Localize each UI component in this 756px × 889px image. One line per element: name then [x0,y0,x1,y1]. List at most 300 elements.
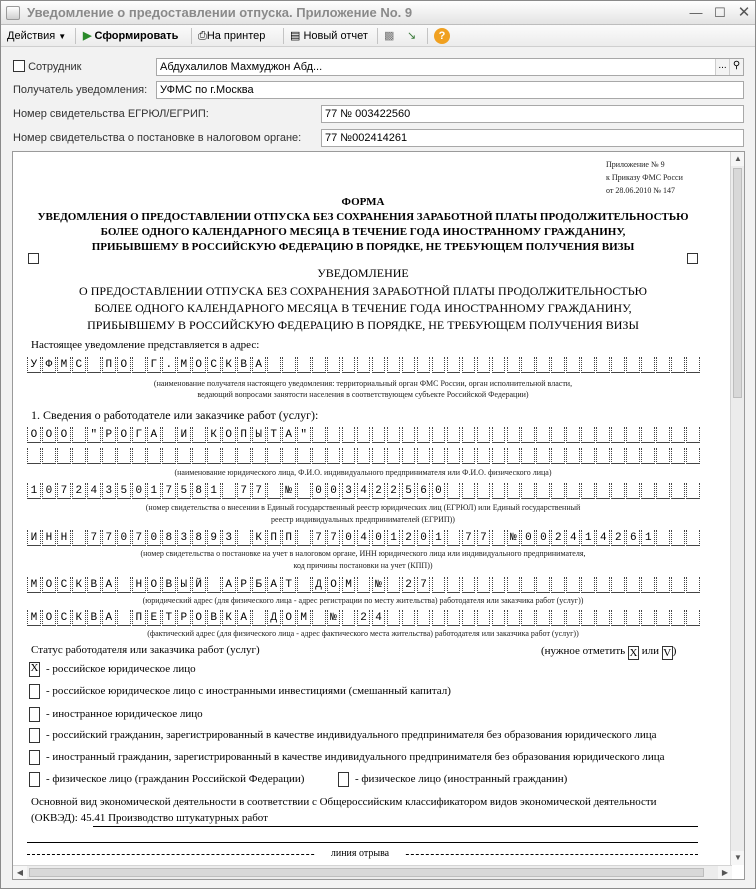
letter-cell: 1 [432,530,446,546]
letter-cell: 8 [162,530,176,546]
letter-cell: К [72,610,86,626]
letter-cell [686,483,700,499]
letter-cell [656,483,670,499]
letter-cell [581,357,595,373]
letter-cell [342,427,356,443]
letter-cell: И [27,530,41,546]
toolbar-separator [377,28,378,44]
letter-cell [132,448,146,464]
maximize-icon[interactable]: ☐ [714,5,726,20]
letter-cell [477,448,491,464]
letter-cell [626,577,640,593]
letter-cell [671,610,685,626]
employee-field[interactable] [156,58,744,76]
status-option: - физическое лицо (гражданин Российской Федерации) [46,773,305,785]
scroll-thumb[interactable] [733,168,742,398]
letter-cell [87,357,101,373]
letter-cell [477,577,491,593]
letter-cell: 0 [327,483,341,499]
status-option: - иностранное юридическое лицо [46,708,203,720]
letter-cell [267,357,281,373]
document-icon: ▤ [290,30,301,42]
export-icon[interactable]: ↘ [407,30,417,42]
letter-cell [671,483,685,499]
letter-cell [492,610,506,626]
letter-cell: 1 [641,530,655,546]
letter-cell: 7 [132,530,146,546]
letter-cell: 3 [342,483,356,499]
letter-cell: О [27,427,41,443]
letter-cell: О [282,610,296,626]
note-line: код причины постановки на учет (КПП)) [293,561,433,570]
egrul-note [23,502,703,526]
letter-cell [596,448,610,464]
letter-cell: 0 [536,530,550,546]
letter-cell [462,483,476,499]
letter-cell [566,448,580,464]
egrul-cells [27,483,701,499]
form-title [23,210,703,255]
toolbar-separator [75,28,76,44]
divider [27,842,698,843]
underline [93,826,698,827]
letter-cell [447,427,461,443]
letter-cell [222,483,236,499]
scroll-left-icon[interactable]: ◀ [13,866,27,880]
letter-cell [387,610,401,626]
letter-cell [626,357,640,373]
letter-cell [267,448,281,464]
letter-cell: 0 [432,483,446,499]
letter-cell: Г [132,427,146,443]
letter-cell: 4 [357,483,371,499]
letter-cell: Б [252,577,266,593]
mark-v-sample: V [663,647,672,659]
scroll-thumb[interactable] [29,868,704,877]
letter-cell [417,357,431,373]
letter-cell: 7 [462,530,476,546]
letter-cell [432,448,446,464]
scroll-down-icon[interactable]: ▼ [731,851,745,865]
letter-cell [372,448,386,464]
mark-hint [541,644,676,658]
letter-cell [536,483,550,499]
letter-cell [492,357,506,373]
letter-cell [566,427,580,443]
letter-cell [566,577,580,593]
letter-cell: К [222,610,236,626]
status-checkbox[interactable] [29,684,40,699]
letter-cell [297,577,311,593]
letter-cell: А [102,610,116,626]
letter-cell: О [147,577,161,593]
letter-cell [312,357,326,373]
letter-cell [417,448,431,464]
letter-cell [477,610,491,626]
letter-cell: " [87,427,101,443]
status-checkbox[interactable] [29,772,40,787]
letter-cell: Е [147,610,161,626]
letter-cell [671,357,685,373]
tax-field[interactable]: 77 №002414261 [321,129,744,147]
letter-cell [671,448,685,464]
search-icon[interactable]: ⚲ [729,59,743,75]
letter-cell [551,483,565,499]
letter-cell [312,427,326,443]
letter-cell [641,427,655,443]
letter-cell: В [87,577,101,593]
letter-cell [282,448,296,464]
letter-cell [297,357,311,373]
letter-cell [417,427,431,443]
letter-cell [686,357,700,373]
inn-cells [27,530,701,546]
letter-cell [521,448,535,464]
letter-cell: К [72,577,86,593]
letter-cell [581,448,595,464]
corner-marker [28,253,39,264]
letter-cell [327,448,341,464]
letter-cell: 0 [372,530,386,546]
letter-cell [492,530,506,546]
letter-cell [536,427,550,443]
vertical-scrollbar[interactable] [730,152,744,865]
letter-cell [521,427,535,443]
letter-cell [162,448,176,464]
print-button[interactable] [198,27,265,45]
letter-cell [551,357,565,373]
org-note: (наименование юридического лица, Ф.И.О. индивидуального предпринимателя или Ф.И.О. физического лица) [174,468,552,477]
notice-title-line: ПРИБЫВШЕМУ В РОССИЙСКУЮ ФЕДЕРАЦИЮ В ПОРЯДКЕ, НЕ ТРЕБУЮЩЕМ ПОЛУЧЕНИЯ ВИЗЫ [87,318,639,332]
letter-cell [297,448,311,464]
mark-or-text: или [641,645,659,657]
letter-cell: 0 [521,530,535,546]
status-checkbox[interactable] [29,707,40,722]
status-checkbox[interactable] [338,772,349,787]
letter-cell: Д [267,610,281,626]
letter-cell: М [27,577,41,593]
letter-cell: 4 [372,610,386,626]
letter-cell: 7 [417,577,431,593]
letter-cell [207,448,221,464]
app-icon [6,6,20,20]
letter-cell: П [102,357,116,373]
letter-cell [432,357,446,373]
letter-cell [686,577,700,593]
form-title-line: УВЕДОМЛЕНИЯ О ПРЕДОСТАВЛЕНИИ ОТПУСКА БЕЗ СОХРАНЕНИЯ ЗАРАБОТНОЙ ПЛАТЫ ПРОДОЛЖИТЕЛЬНОСТЬЮ [37,211,689,223]
letter-cell [581,483,595,499]
recipient-note [23,378,703,400]
appendix-line: Приложение № 9 [606,160,665,169]
actual-address-note: (фактический адрес (для физического лица - адрес фактического места жительства) работодателя или заказчика работ (услуг)) [147,629,579,638]
letter-cell: В [162,577,176,593]
letter-cell [432,610,446,626]
letter-cell [626,483,640,499]
scroll-up-icon[interactable]: ▲ [731,152,745,166]
mark-close-text: ) [672,645,677,657]
letter-cell [477,427,491,443]
letter-cell [207,577,221,593]
letter-cell: 1 [147,483,161,499]
letter-cell: 7 [237,483,251,499]
actions-label: Действия [7,30,56,42]
letter-cell [72,530,86,546]
letter-cell [566,610,580,626]
letter-cell [521,610,535,626]
letter-cell [611,610,625,626]
letter-cell: К [252,530,266,546]
horizontal-scrollbar[interactable] [13,865,732,879]
scroll-right-icon[interactable]: ▶ [718,866,732,880]
egrul-field[interactable]: 77 № 003422560 [321,105,744,123]
letter-cell: Р [102,427,116,443]
tax-label: Номер свидетельства о постановке в налоговом органе: [13,132,302,144]
letter-cell: О [192,357,206,373]
form-heading: ФОРМА [341,196,385,208]
letter-cell: 1 [207,483,221,499]
letter-cell [297,530,311,546]
letter-cell: № [507,530,521,546]
actions-menu[interactable] [7,27,66,45]
letter-cell [222,448,236,464]
letter-cell: 9 [207,530,221,546]
note-line: реестр индивидуальных предпринимателей (ЕГРИП)) [271,515,455,524]
letter-cell [507,357,521,373]
letter-cell: О [117,427,131,443]
letter-cell [507,448,521,464]
letter-cell [342,357,356,373]
letter-cell [462,577,476,593]
letter-cell: О [42,610,56,626]
legal-address-note: (юридический адрес (для физического лица - адрес регистрации по месту жительства) работодателя или заказчика работ (услуг)) [142,596,584,605]
letter-cell [566,483,580,499]
letter-cell [581,577,595,593]
status-option: - российское юридическое лицо [46,663,196,675]
letter-cell [192,427,206,443]
letter-cell [327,357,341,373]
save-icon[interactable]: ▩ [384,30,395,42]
letter-cell [521,357,535,373]
letter-cell [521,483,535,499]
letter-cell [626,448,640,464]
letter-cell [656,610,670,626]
letter-cell [57,448,71,464]
org-cells-2 [27,448,701,464]
letter-cell: 8 [192,483,206,499]
status-option: - иностранный гражданин, зарегистрированный в качестве индивидуального предпринимателя без образования юридического лица [46,751,665,763]
letter-cell: О [192,610,206,626]
letter-cell [267,483,281,499]
letter-cell: 2 [402,530,416,546]
recipient-cells [27,357,701,373]
letter-cell: О [222,427,236,443]
status-option-foreign-person: - физическое лицо (иностранный гражданин) [355,773,568,785]
letter-cell [447,530,461,546]
inn-note [23,548,703,572]
minimize-icon[interactable]: — [689,5,703,20]
letter-cell [536,577,550,593]
letter-cell: 0 [132,483,146,499]
letter-cell [536,448,550,464]
letter-cell [117,610,131,626]
letter-cell: 5 [177,483,191,499]
close-icon[interactable]: ✕ [737,4,751,21]
letter-cell [551,577,565,593]
letter-cell [641,610,655,626]
letter-cell [686,610,700,626]
letter-cell [387,577,401,593]
letter-cell: 0 [147,530,161,546]
note-line: (наименование получателя настоящего уведомления: территориальный орган ФМС России, орган исполнительной власти, [153,379,573,388]
letter-cell: Г [147,357,161,373]
letter-cell [402,427,416,443]
letter-cell: П [282,530,296,546]
letter-cell: 2 [387,483,401,499]
letter-cell [282,357,296,373]
letter-cell: С [57,577,71,593]
letter-cell [536,357,550,373]
letter-cell: № [282,483,296,499]
recipient-field[interactable]: УФМС по г.Москва [156,81,744,99]
letter-cell: Д [312,577,326,593]
letter-cell: 1 [27,483,41,499]
letter-cell [656,577,670,593]
letter-cell: 6 [626,530,640,546]
letter-cell [656,427,670,443]
letter-cell [686,530,700,546]
letter-cell: 3 [222,530,236,546]
employee-checkbox[interactable] [13,60,25,72]
letter-cell [551,448,565,464]
status-checkbox[interactable]: X [29,662,40,677]
toolbar [1,25,755,47]
letter-cell: Ф [42,357,56,373]
letter-cell [566,357,580,373]
letter-cell [117,448,131,464]
letter-cell: Р [237,577,251,593]
letter-cell: Т [282,577,296,593]
letter-cell [312,610,326,626]
letter-cell [656,448,670,464]
letter-cell: Т [162,610,176,626]
toolbar-separator [427,28,428,44]
letter-cell [492,483,506,499]
letter-cell [462,448,476,464]
section-employer: 1. Сведения о работодателе или заказчике работ (услуг): [31,408,319,422]
letter-cell [252,610,266,626]
letter-cell [671,427,685,443]
letter-cell: У [27,357,41,373]
letter-cell [462,427,476,443]
letter-cell [596,483,610,499]
letter-cell [581,610,595,626]
letter-cell: М [57,357,71,373]
letter-cell [387,448,401,464]
letter-cell [462,357,476,373]
letter-cell: А [222,577,236,593]
letter-cell: А [237,610,251,626]
letter-cell [447,483,461,499]
notice-title-line: БОЛЕЕ ОДНОГО КАЛЕНДАРНОГО МЕСЯЦА В ТЕЧЕНИЕ ГОДА ИНОСТРАННОМУ ГРАЖДАНИНУ, [94,301,632,315]
notice-heading: УВЕДОМЛЕНИЕ [317,266,409,280]
letter-cell: В [207,610,221,626]
letter-cell [72,448,86,464]
letter-cell: В [87,610,101,626]
letter-cell [42,448,56,464]
print-label: На принтер [206,30,266,42]
letter-cell [507,427,521,443]
letter-cell: Н [42,530,56,546]
letter-cell [447,577,461,593]
letter-cell [417,610,431,626]
employee-label: Сотрудник [28,61,82,73]
letter-cell: В [237,357,251,373]
mark-x-sample: X [629,647,638,659]
status-label: Статус работодателя или заказчика работ (услуг) [31,644,260,656]
appendix-block [606,158,683,197]
letter-cell [521,577,535,593]
generate-button[interactable] [83,27,178,45]
letter-cell: П [132,610,146,626]
form-title-line: БОЛЕЕ ОДНОГО КАЛЕНДАРНОГО МЕСЯЦА В ТЕЧЕНИЕ ГОДА ИНОСТРАННОМУ ГРАЖДАНИНУ, [100,226,626,238]
letter-cell: О [117,357,131,373]
letter-cell [192,448,206,464]
new-report-button[interactable] [290,27,368,45]
appendix-line: к Приказу ФМС Росси [606,173,683,182]
letter-cell [357,427,371,443]
letter-cell [492,577,506,593]
status-option: - российское юридическое лицо с иностранными инвестициями (смешанный капитал) [46,685,451,697]
title-bar [1,1,755,25]
ellipsis-icon[interactable]: ... [715,59,729,75]
letter-cell: 2 [611,530,625,546]
letter-cell: А [252,357,266,373]
status-checkbox[interactable] [29,728,40,743]
letter-cell [686,427,700,443]
letter-cell [447,357,461,373]
letter-cell [237,448,251,464]
letter-cell: № [372,577,386,593]
letter-cell: " [297,427,311,443]
report-document [12,151,745,880]
letter-cell [507,577,521,593]
status-checkbox[interactable] [29,750,40,765]
letter-cell: М [342,577,356,593]
letter-cell: С [207,357,221,373]
printer-icon: ⎙ [198,30,207,42]
letter-cell [402,357,416,373]
letter-cell [462,610,476,626]
help-icon[interactable]: ? [434,28,450,44]
egrul-label: Номер свидетельства ЕГРЮЛ/ЕГРИП: [13,108,209,120]
letter-cell [402,448,416,464]
letter-cell [596,357,610,373]
letter-cell [536,610,550,626]
letter-cell: 5 [117,483,131,499]
letter-cell: 7 [312,530,326,546]
corner-marker [687,253,698,264]
letter-cell [87,448,101,464]
letter-cell: П [237,427,251,443]
letter-cell [162,427,176,443]
letter-cell [147,448,161,464]
letter-cell [27,448,41,464]
letter-cell [492,448,506,464]
letter-cell: О [327,577,341,593]
letter-cell [477,357,491,373]
letter-cell [312,448,326,464]
letter-cell: 0 [342,530,356,546]
